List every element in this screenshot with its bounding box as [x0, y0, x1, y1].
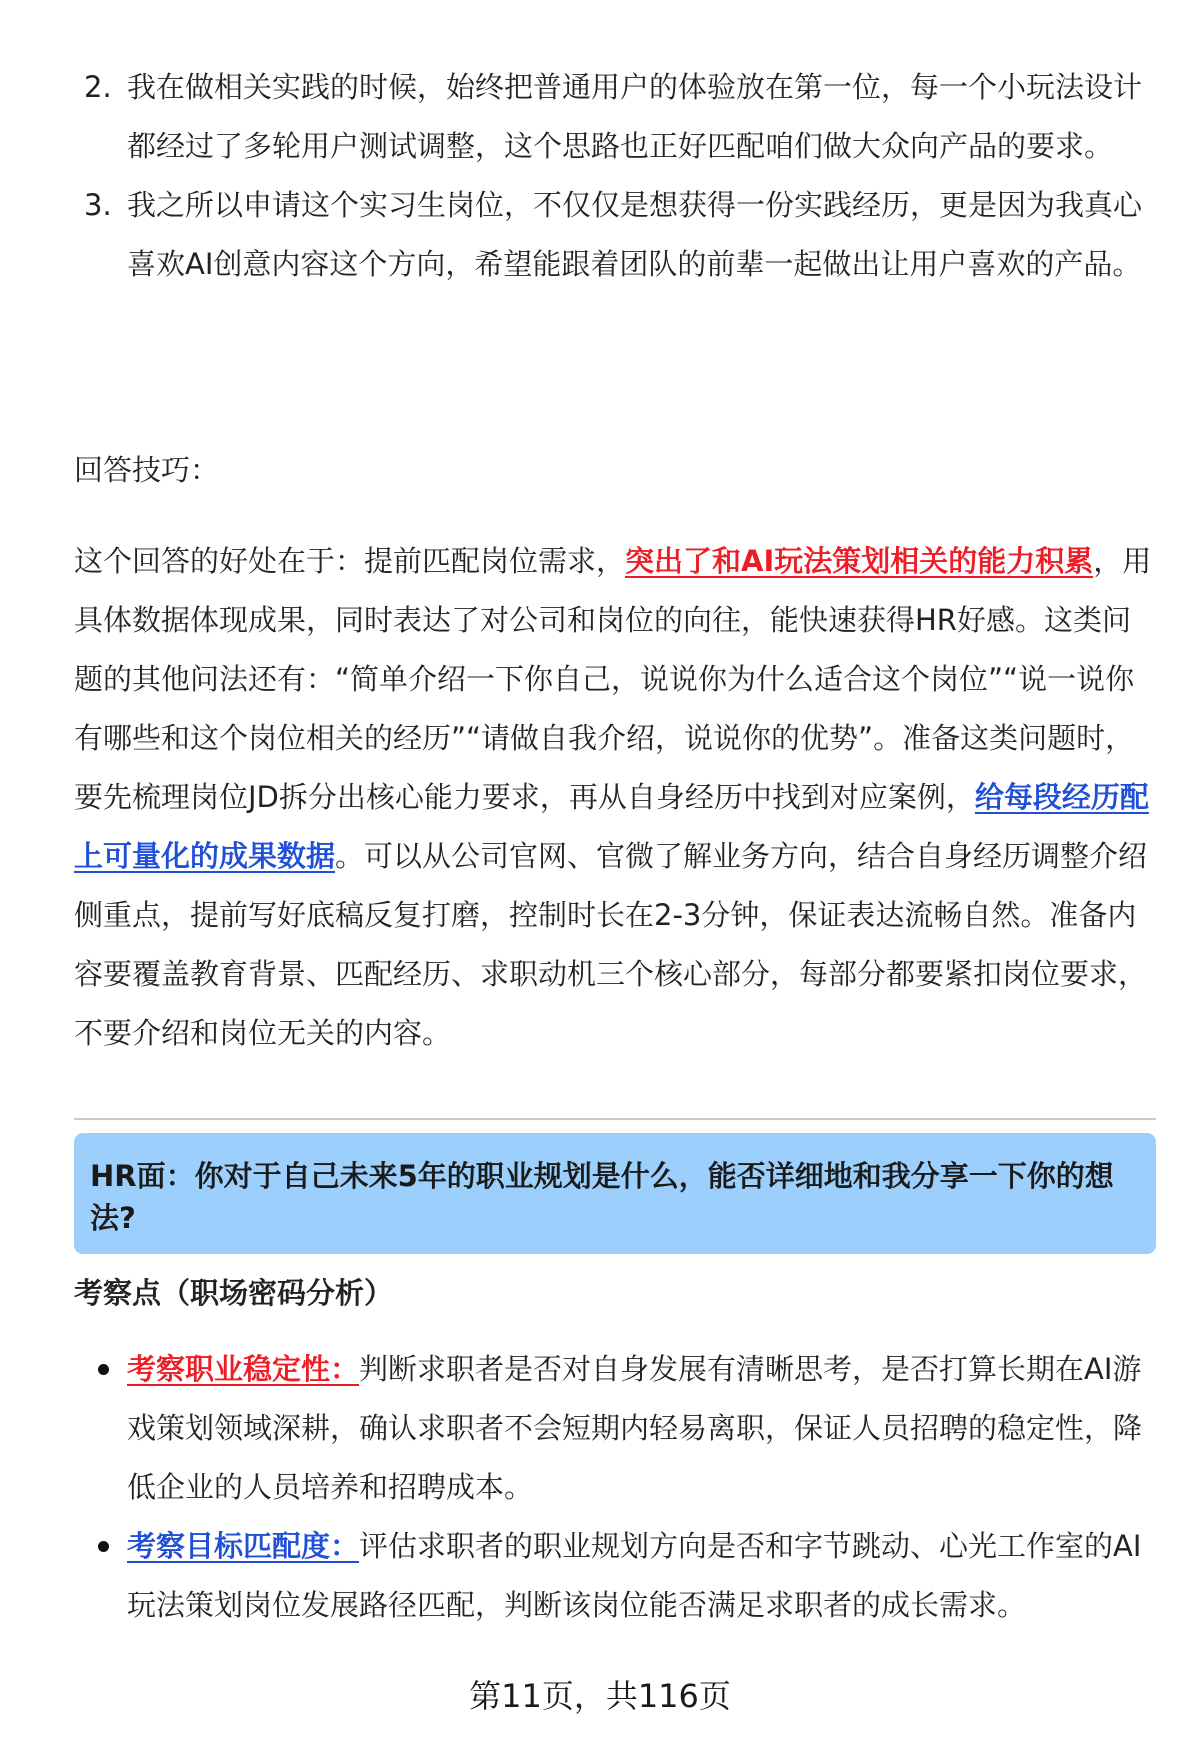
section-divider [74, 1118, 1156, 1120]
list-item-text: 我之所以申请这个实习生岗位，不仅仅是想获得一份实践经历，更是因为我真心喜欢AI创意内容这个方向，希望能跟着团队的前辈一起做出让用户喜欢的产品。 [127, 188, 1143, 281]
section-title: 考察点（职场密码分析） [74, 1276, 394, 1310]
list-item-number: 3. [84, 188, 112, 222]
bullet-item [74, 1340, 1149, 1517]
bullet-item [74, 1517, 1149, 1635]
tips-paragraph [74, 532, 1154, 1063]
bullet-label: 考察目标匹配度： [127, 1529, 360, 1563]
question-box [74, 1133, 1156, 1254]
list-item-text: 我在做相关实践的时候，始终把普通用户的体验放在第一位，每一个小玩法设计都经过了多轮用户测试调整，这个思路也正好匹配咱们做大众向产品的要求。 [127, 70, 1143, 163]
bullet-dot-icon [98, 1541, 109, 1552]
tips-text: 这个回答的好处在于：提前匹配岗位需求， [74, 544, 626, 578]
list-item [74, 58, 1144, 176]
bullet-label: 考察职业稳定性： [127, 1352, 360, 1386]
bullet-text: 评估求职者的职业规划方向是否和字节跳动、心光工作室的AI玩法策划岗位发展路径匹配，判断该岗位能否满足求职者的成长需求。 [127, 1529, 1142, 1622]
tips-text: ，用具体数据体现成果，同时表达了对公司和岗位的向往，能快速获得HR好感。这类问题的其他问法还有：“简单介绍一下你自己，说说你为什么适合这个岗位”“说一说你有哪些和这个岗位相关的经历”“请做自我介绍，说说你的优势”。准备这类问题时，要先梳理岗位JD拆分出核心能力要求，再从自身经历中找到对应案例， [74, 544, 1152, 814]
list-item-number: 2. [84, 70, 112, 104]
tips-text: 。可以从公司官网、官微了解业务方向，结合自身经历调整介绍侧重点，提前写好底稿反复打磨，控制时长在2-3分钟，保证表达流畅自然。准备内容要覆盖教育背景、匹配经历、求职动机三个核心部分，每部分都要紧扣岗位要求，不要介绍和岗位无关的内容。 [74, 839, 1148, 1050]
tips-heading: 回答技巧： [74, 453, 220, 487]
list-item [74, 176, 1144, 294]
question-text: HR面：你对于自己未来5年的职业规划是什么，能否详细地和我分享一下你的想法? [90, 1159, 1114, 1235]
highlight-blue: 给每段经历配上可量化的成果数据 [74, 780, 1149, 873]
numbered-list [74, 58, 1144, 294]
bullet-dot-icon [98, 1364, 109, 1375]
bullet-list [74, 1340, 1149, 1635]
highlight-red: 突出了和AI玩法策划相关的能力积累 [625, 544, 1094, 578]
page-footer: 第11页，共116页 [469, 1677, 731, 1715]
bullet-text: 判断求职者是否对自身发展有清晰思考，是否打算长期在AI游戏策划领域深耕，确认求职者不会短期内轻易离职，保证人员招聘的稳定性，降低企业的人员培养和招聘成本。 [127, 1352, 1143, 1504]
